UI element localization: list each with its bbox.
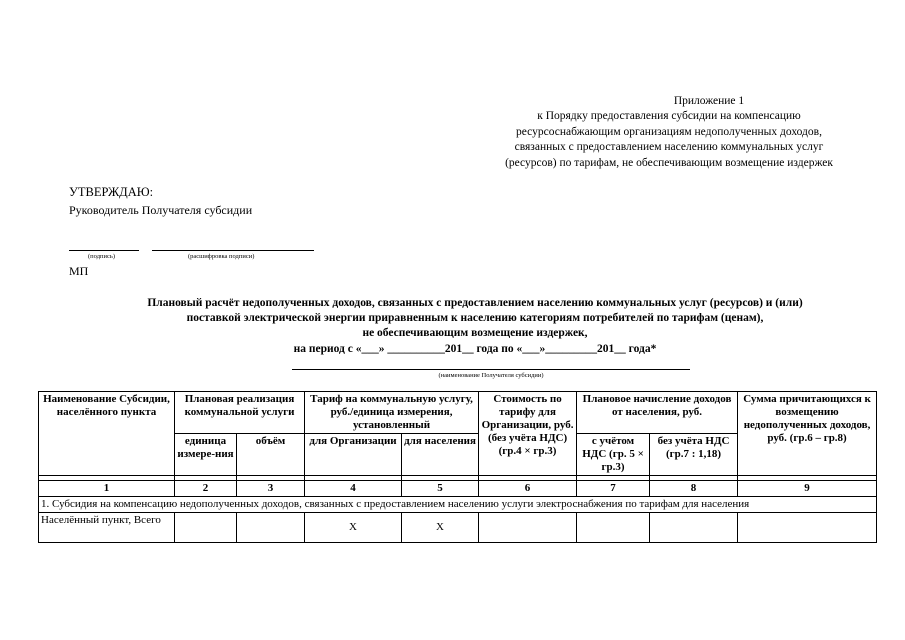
recipient-line: [292, 369, 690, 370]
row-label: Населённый пункт, Всего: [39, 513, 175, 543]
recipient-caption: (наименование Получателя субсидии): [438, 372, 544, 379]
appendix-line: связанных с предоставлением населению коммунальных услуг: [514, 141, 824, 154]
column-number: 6: [479, 481, 577, 497]
document-title: [60, 296, 890, 357]
appendix-block: [469, 94, 869, 171]
header-without-vat: без учёта НДС (гр.7 : 1,18): [650, 434, 738, 476]
table-cell: [237, 513, 305, 543]
header-volume: объём: [237, 434, 305, 476]
header-unit: единица измере-ния: [175, 434, 237, 476]
header-tariff-org: для Организации: [305, 434, 402, 476]
title-line: не обеспечивающим возмещение издержек,: [362, 327, 588, 340]
table-cell: [650, 513, 738, 543]
header-planned-income: Плановое начисление доходов от населения, руб.: [577, 392, 738, 434]
transcript-caption: (расшифровка подписи): [188, 253, 255, 260]
section-title: 1. Субсидия на компенсацию недополученных доходов, связанных с предоставлением населению услуги электроснабжения по тарифам для населения: [39, 497, 877, 513]
appendix-line: ресурсоснабжающим организациям недополученных доходов,: [516, 125, 822, 138]
signature-caption: (подпись): [88, 253, 115, 260]
column-number: 8: [650, 481, 738, 497]
header-cost: Стоимость по тарифу для Организации, руб. (без учёта НДС) (гр.4 × гр.3): [479, 392, 577, 476]
column-number: 5: [402, 481, 479, 497]
stamp-label: МП: [69, 264, 89, 278]
column-number: 4: [305, 481, 402, 497]
title-line: Плановый расчёт недополученных доходов, связанных с предоставлением населению коммунальных услуг (ресурсов) и (или): [147, 297, 803, 309]
table-cell: [577, 513, 650, 543]
column-number: 2: [175, 481, 237, 497]
column-number: 7: [577, 481, 650, 497]
signature-line: [69, 250, 139, 251]
column-numbers-row: [39, 481, 877, 497]
header-with-vat: с учётом НДС (гр. 5 × гр.3): [577, 434, 650, 476]
appendix-line: (ресурсов) по тарифам, не обеспечивающим возмещение издержек: [505, 156, 833, 169]
section-row: [39, 497, 877, 513]
header-compensation: Сумма причитающихся к возмещению недополученных доходов, руб. (гр.6 – гр.8): [738, 392, 877, 476]
table-cell: Х: [305, 513, 402, 543]
approve-label: УТВЕРЖДАЮ:: [69, 185, 154, 199]
header-tariff: Тариф на коммунальную услугу, руб./единица измерения, установленный: [305, 392, 479, 434]
header-planned-sales: Плановая реализация коммунальной услуги: [175, 392, 305, 434]
table-cell: [738, 513, 877, 543]
appendix-title: Приложение 1: [673, 95, 745, 107]
title-line: на период с «___» __________201__ года по «___»_________201__ года*: [293, 342, 657, 355]
table-row: [39, 513, 877, 543]
calculation-table: [38, 391, 877, 543]
transcript-line: [152, 250, 314, 251]
header-name: Наименование Субсидии, населённого пункта: [39, 392, 175, 476]
title-line: поставкой электрической энергии приравненным к населению категориям потребителей по тарифам (ценам),: [186, 312, 764, 325]
column-number: 1: [39, 481, 175, 497]
head-label: Руководитель Получателя субсидии: [69, 203, 253, 217]
table-cell: [479, 513, 577, 543]
column-number: 9: [738, 481, 877, 497]
table-cell: [175, 513, 237, 543]
table-cell: Х: [402, 513, 479, 543]
column-number: 3: [237, 481, 305, 497]
appendix-line: к Порядку предоставления субсидии на компенсацию: [537, 110, 801, 123]
header-tariff-population: для населения: [402, 434, 479, 476]
